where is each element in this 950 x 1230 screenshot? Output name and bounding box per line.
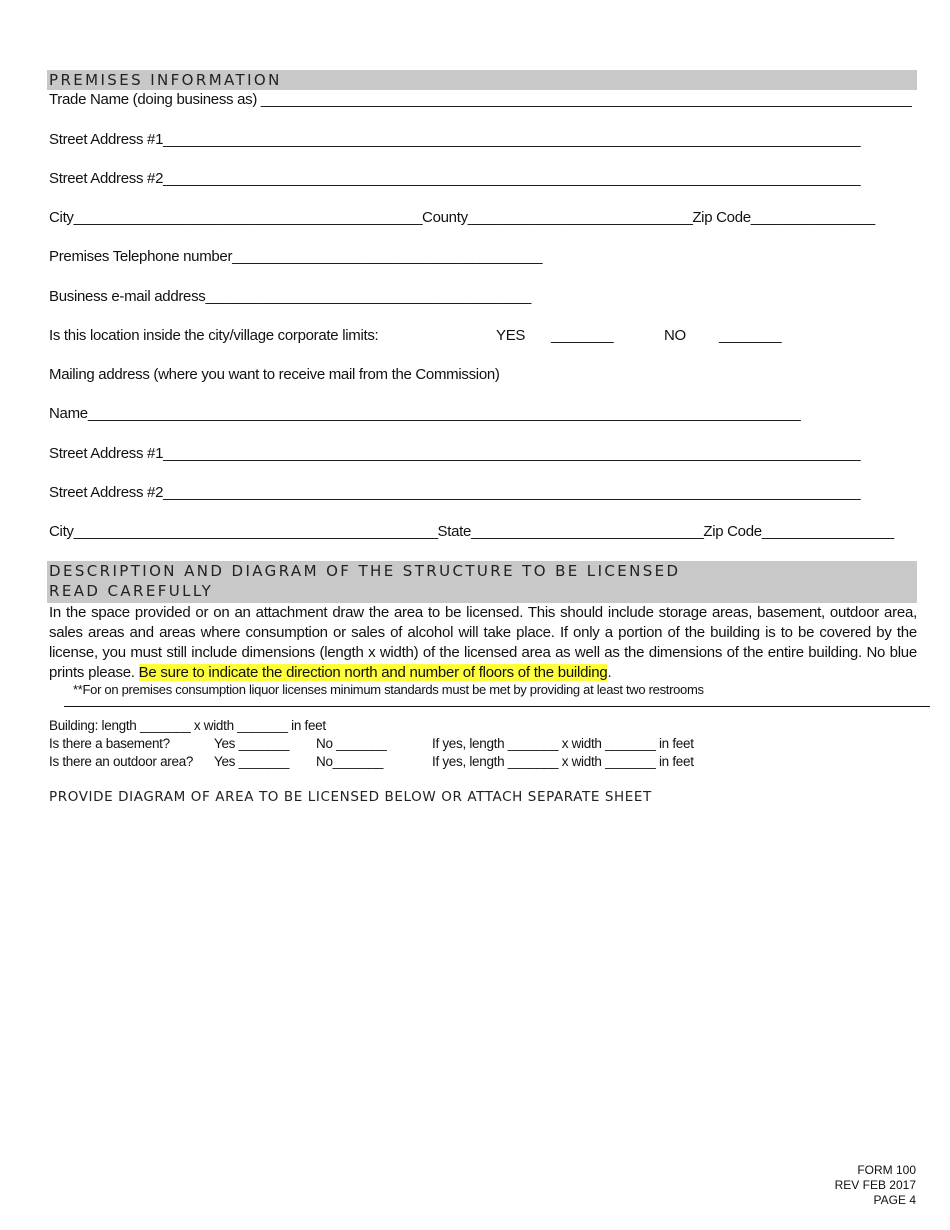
mailing-name-field[interactable] <box>49 405 800 423</box>
street-address-2-field[interactable] <box>49 170 860 188</box>
outdoor-area-question: Is there an outdoor area? <box>49 754 194 769</box>
mailing-zip-label: Zip Code <box>703 523 762 540</box>
premises-phone-field[interactable] <box>49 248 542 266</box>
street-address-2-label: Street Address #2 <box>49 170 164 187</box>
mailing-address-intro: Mailing address (where you want to receive mail from the Commission) <box>49 366 500 383</box>
mailing-city-blank[interactable]: _______________________________________________ <box>73 523 438 540</box>
mailing-state-label: State <box>437 523 472 540</box>
city-county-zip-row <box>49 209 875 227</box>
mailing-street-2-blank[interactable]: __________________________________________________________________________________________ <box>163 484 860 501</box>
corporate-limits-yes-label: YES <box>496 327 526 344</box>
street-address-1-field[interactable] <box>49 131 860 149</box>
business-email-label: Business e-mail address <box>49 288 206 305</box>
mailing-city-state-zip-row <box>49 523 893 541</box>
trade-name-label: Trade Name (doing business as) <box>49 91 258 108</box>
zip-label: Zip Code <box>692 209 751 226</box>
mailing-street-2-label: Street Address #2 <box>49 484 164 501</box>
corporate-limits-row <box>49 327 849 345</box>
form-footer <box>835 1163 916 1208</box>
mailing-name-blank[interactable]: ____________________________________________________________________________________________ <box>87 405 801 422</box>
trade-name-blank[interactable]: ____________________________________________________________________________________ <box>260 91 912 108</box>
corporate-limits-no-blank[interactable]: ________ <box>719 327 781 344</box>
basement-yes-field[interactable]: Yes _______ <box>214 736 290 751</box>
restroom-note: **For on premises consumption liquor licenses minimum standards must be met by providing at least two restrooms <box>73 682 704 697</box>
mailing-city-label: City <box>49 523 74 540</box>
description-header-title: DESCRIPTION AND DIAGRAM OF THE STRUCTURE TO BE LICENSED <box>49 562 681 580</box>
mailing-street-1-label: Street Address #1 <box>49 445 164 462</box>
instructions-text: In the space provided or on an attachment draw the area to be licensed. This should include storage areas, basement, outdoor area, sales areas and areas where consumption or sales of alcohol will take place. If only a portion of the building is to be covered by the license, you must still include dimensions (length x width) of the licensed area as well as the dimensions of the entire building. No blue prints please. <box>49 604 917 681</box>
zip-blank[interactable]: ________________ <box>750 209 875 226</box>
business-email-field[interactable] <box>49 288 531 306</box>
premises-phone-label: Premises Telephone number <box>49 248 233 265</box>
diagram-instruction: PROVIDE DIAGRAM OF AREA TO BE LICENSED BELOW OR ATTACH SEPARATE SHEET <box>49 789 652 805</box>
form-number: FORM 100 <box>857 1163 916 1177</box>
corporate-limits-yes-blank[interactable]: ________ <box>551 327 613 344</box>
city-blank[interactable]: _____________________________________________ <box>73 209 423 226</box>
mailing-street-1-blank[interactable]: __________________________________________________________________________________________ <box>163 445 860 462</box>
basement-dimensions-field[interactable]: If yes, length _______ x width _______ in feet <box>432 736 694 751</box>
mailing-street-1-field[interactable] <box>49 445 860 463</box>
outdoor-dimensions-field[interactable]: If yes, length _______ x width _______ in feet <box>432 754 694 769</box>
basement-no-field[interactable]: No _______ <box>316 736 387 751</box>
section-divider <box>64 706 930 707</box>
mailing-state-blank[interactable]: ______________________________ <box>471 523 704 540</box>
building-dimensions-row[interactable]: Building: length _______ x width _______ in feet <box>49 718 326 733</box>
street-address-2-blank[interactable]: __________________________________________________________________________________________ <box>163 170 860 187</box>
business-email-blank[interactable]: __________________________________________ <box>205 288 531 305</box>
highlighted-instruction: Be sure to indicate the direction north and number of floors of the building <box>138 664 608 681</box>
outdoor-yes-field[interactable]: Yes _______ <box>214 754 290 769</box>
premises-section-header: PREMISES INFORMATION <box>47 70 917 90</box>
description-section-header <box>47 561 917 603</box>
mailing-zip-blank[interactable]: _________________ <box>761 523 894 540</box>
trade-name-field[interactable] <box>49 91 911 109</box>
county-label: County <box>422 209 468 226</box>
street-address-1-blank[interactable]: __________________________________________________________________________________________ <box>163 131 860 148</box>
outdoor-no-field[interactable]: No_______ <box>316 754 384 769</box>
mailing-street-2-field[interactable] <box>49 484 860 502</box>
revision-date: REV FEB 2017 <box>834 1178 916 1192</box>
county-blank[interactable]: _____________________________ <box>467 209 693 226</box>
instructions-period: . <box>607 664 612 681</box>
page-number: PAGE 4 <box>873 1193 916 1207</box>
corporate-limits-no-label: NO <box>664 327 686 344</box>
premises-phone-blank[interactable]: ________________________________________ <box>232 248 542 265</box>
street-address-1-label: Street Address #1 <box>49 131 164 148</box>
read-carefully-label: READ CAREFULLY <box>49 582 214 600</box>
basement-question: Is there a basement? <box>49 736 170 751</box>
city-label: City <box>49 209 74 226</box>
description-instructions <box>49 603 917 683</box>
corporate-limits-label: Is this location inside the city/village corporate limits: <box>49 327 379 344</box>
mailing-name-label: Name <box>49 405 88 422</box>
